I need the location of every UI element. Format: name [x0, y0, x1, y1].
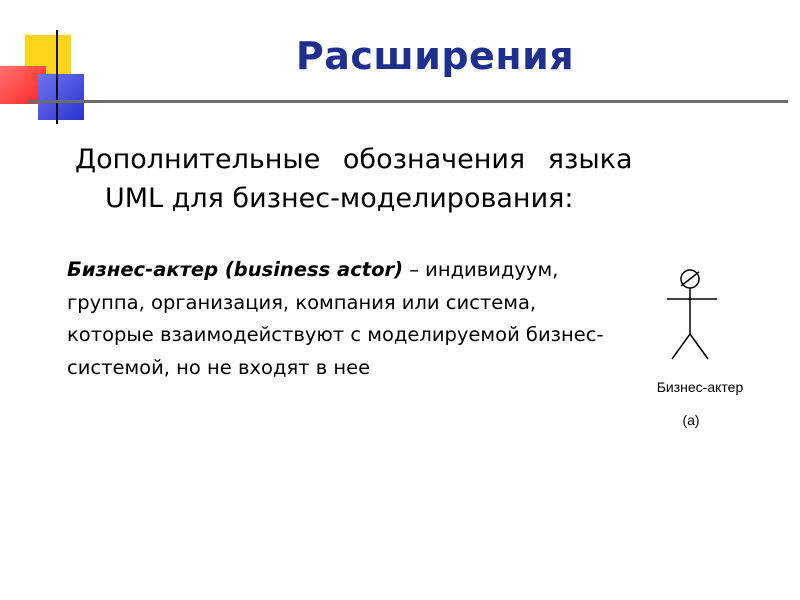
business-actor-icon: [665, 262, 725, 372]
intro-line-2: UML для бизнес-моделирования:: [105, 183, 574, 214]
slide-title: Расширения: [295, 34, 575, 78]
figure-caption: Бизнес-актер: [656, 379, 744, 395]
intro-text: [75, 140, 715, 218]
business-actor-figure: [640, 262, 770, 442]
figure-sub-caption: (a): [682, 412, 700, 428]
business-actor-definition: [67, 254, 627, 384]
title-underline: [28, 100, 788, 103]
corner-decoration: [0, 0, 110, 130]
definition-term: Бизнес-актер (business actor): [67, 258, 403, 281]
intro-line-1: Дополнительные обозначения языка: [75, 144, 633, 175]
definition-text: – индивидуум, группа, организация, компания или система, которые взаимодействуют с моделируемой бизнес-системой, но не входят в нее: [67, 258, 604, 379]
blue-square: [38, 74, 84, 120]
